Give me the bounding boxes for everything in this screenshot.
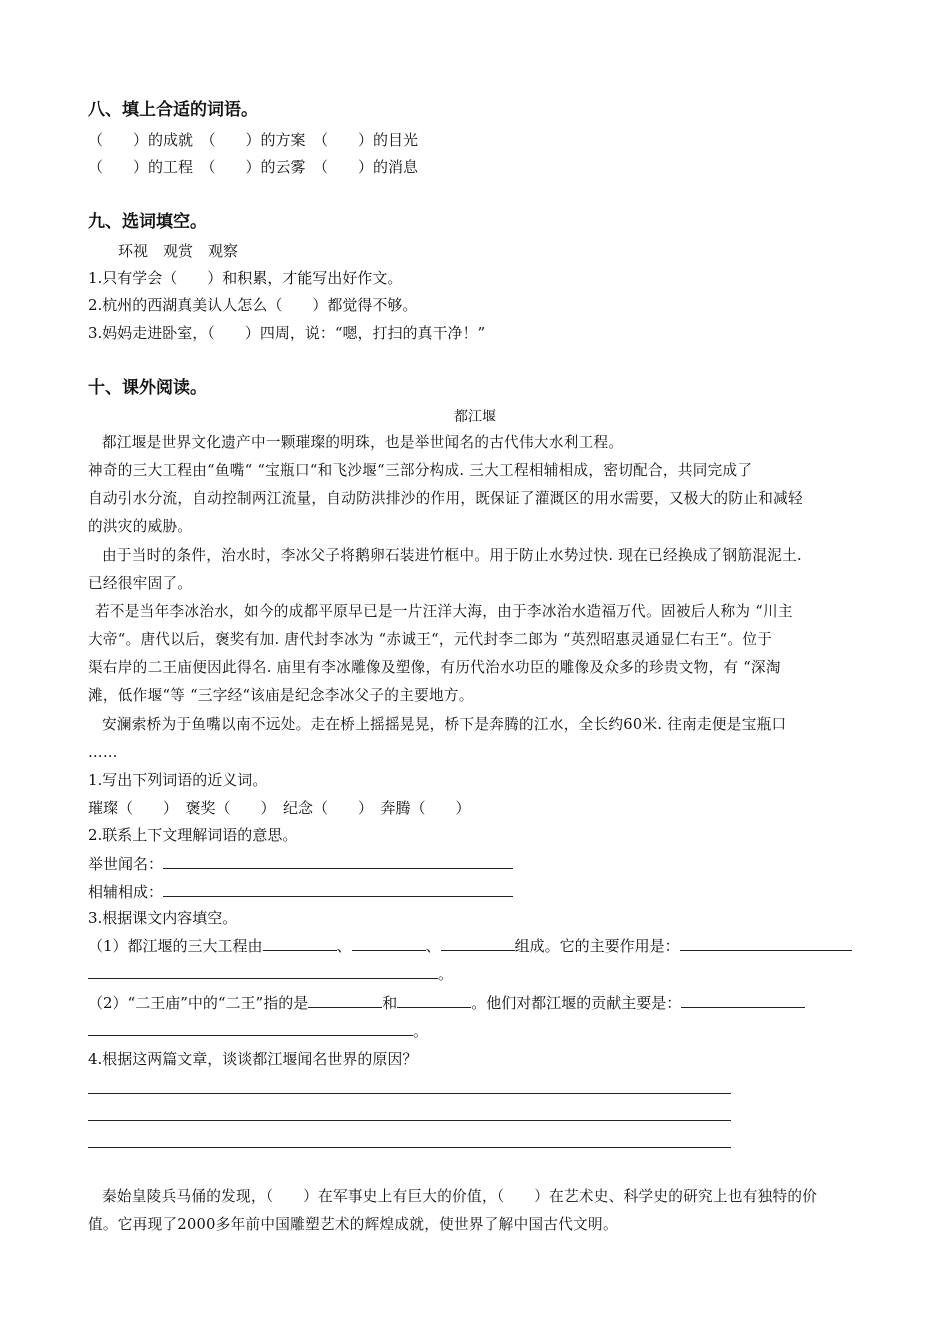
passage-p1: 都江堰是世界文化遗产中一颗璀璨的明珠，也是举世闻名的古代伟大水利工程。: [102, 434, 624, 451]
answer-blank[interactable]: [352, 935, 426, 951]
section-9-heading: 九、选词填空。: [88, 212, 207, 232]
answer-line[interactable]: [88, 1147, 731, 1148]
passage-p4-line4: 滩，低作堰“等 “三字经“该庙是纪念李冰父子的主要地方。: [88, 687, 474, 704]
answer-blank[interactable]: [163, 853, 513, 869]
s9-word-choices: 环视 观赏 观察: [118, 242, 239, 260]
question-3-2: [88, 992, 805, 1013]
s9-question-3: 3.妈妈走进卧室，（ ）四周，说：“嗯，打扫的真干净！”: [88, 324, 486, 342]
question-1: 1.写出下列词语的近义词。: [88, 771, 268, 789]
answer-blank[interactable]: [441, 935, 515, 951]
passage-p5-line2: ……: [88, 744, 118, 761]
answer-blank[interactable]: [88, 1020, 413, 1036]
separator: 、: [336, 937, 352, 955]
closing-line-2: 值。它再现了2000多年前中国雕塑艺术的辉煌成就，使世界了解中国古代文明。: [88, 1216, 618, 1233]
passage-p2-line3: 的洪灾的威胁。: [88, 518, 193, 535]
passage-title: 都江堰: [454, 409, 496, 425]
answer-line[interactable]: [88, 1120, 731, 1121]
passage-p4-line1: 若不是当年李冰治水，如今的成都平原早已是一片汪洋大海，由于李冰治水造福万代。固被后人称为 “川主: [95, 603, 793, 620]
question-2: 2.联系上下文理解词语的意思。: [88, 826, 298, 844]
passage-p3-line1: 由于当时的条件，治水时，李冰父子将鹅卵石装进竹框中。用于防止水势过快. 现在已经换成了钢筋混泥土.: [102, 547, 802, 564]
period: 。: [413, 1022, 429, 1040]
s9-question-1: 1.只有学会（ ）和积累，才能写出好作文。: [88, 269, 403, 287]
passage-p2-line2: 自动引水分流，自动控制两江流量，自动防洪排沙的作用，既保证了灌溉区的用水需要，又极大的防止和减轻: [88, 490, 803, 507]
question-3-1: [88, 935, 852, 956]
answer-blank[interactable]: [163, 881, 513, 897]
question-2a-label: 举世闻名：: [88, 855, 164, 873]
answer-blank[interactable]: [308, 992, 382, 1008]
passage-p2-line1: 神奇的三大工程由“鱼嘴“ “宝瓶口“和飞沙堰“三部分构成. 三大工程相辅相成，密切配合，共同完成了: [88, 462, 753, 479]
separator: 、: [425, 937, 441, 955]
section-8-heading: 八、填上合适的词语。: [88, 100, 258, 120]
s8-row-1: （ ）的成就 （ ）的方案 （ ）的目光: [88, 131, 419, 149]
question-2b: [88, 881, 513, 902]
question-3-1-cont: [88, 963, 453, 984]
question-1-words: 璀璨（ ） 褒奖（ ） 纪念（ ） 奔腾（ ）: [88, 799, 471, 817]
and-text: 和: [382, 994, 398, 1012]
passage-p4-line3: 渠右岸的二王庙便因此得名. 庙里有李冰雕像及塑像，有历代治水功臣的雕像及众多的珍贵文物，有 “深淘: [88, 659, 781, 676]
s8-row-2: （ ）的工程 （ ）的云雾 （ ）的消息: [88, 158, 419, 176]
answer-blank[interactable]: [680, 935, 852, 951]
question-4: 4.根据这两篇文章，谈谈都江堰闻名世界的原因？: [88, 1050, 418, 1068]
question-3-1-lead: （1）都江堰的三大工程由: [88, 937, 263, 955]
question-3-2-cont: [88, 1020, 428, 1041]
question-2a: [88, 853, 513, 874]
question-3-2-mid: 。他们对都江堰的贡献主要是：: [471, 994, 682, 1012]
question-3: 3.根据课文内容填空。: [88, 909, 238, 927]
passage-p5-line1: 安澜索桥为于鱼嘴以南不远处。走在桥上摇摇晃晃，桥下是奔腾的江水，全长约60米. 往南走便是宝瓶口: [102, 716, 787, 733]
answer-blank[interactable]: [88, 963, 438, 979]
s9-question-2: 2.杭州的西湖真美认人怎么（ ）都觉得不够。: [88, 296, 418, 314]
answer-blank[interactable]: [681, 992, 805, 1008]
question-3-1-mid: 组成。它的主要作用是：: [514, 937, 680, 955]
passage-p3-line2: 已经很牢固了。: [88, 575, 193, 592]
passage-p4-line2: 大帝“。唐代以后，褒奖有加. 唐代封李冰为 “赤诚王“，元代封李二郎为 “英烈昭惠灵通显仁右王“。位于: [88, 631, 773, 648]
answer-line[interactable]: [88, 1093, 731, 1094]
closing-line-1: 秦始皇陵兵马俑的发现，（ ）在军事史上有巨大的价值，（ ）在艺术史、科学史的研究上也有独特的价: [102, 1188, 818, 1205]
answer-blank[interactable]: [263, 935, 337, 951]
question-3-2-lead: （2）“二王庙”中的“二王”指的是: [88, 994, 309, 1012]
section-10-heading: 十、课外阅读。: [88, 378, 207, 398]
answer-blank[interactable]: [397, 992, 471, 1008]
question-2b-label: 相辅相成：: [88, 883, 164, 901]
period: 。: [438, 965, 454, 983]
